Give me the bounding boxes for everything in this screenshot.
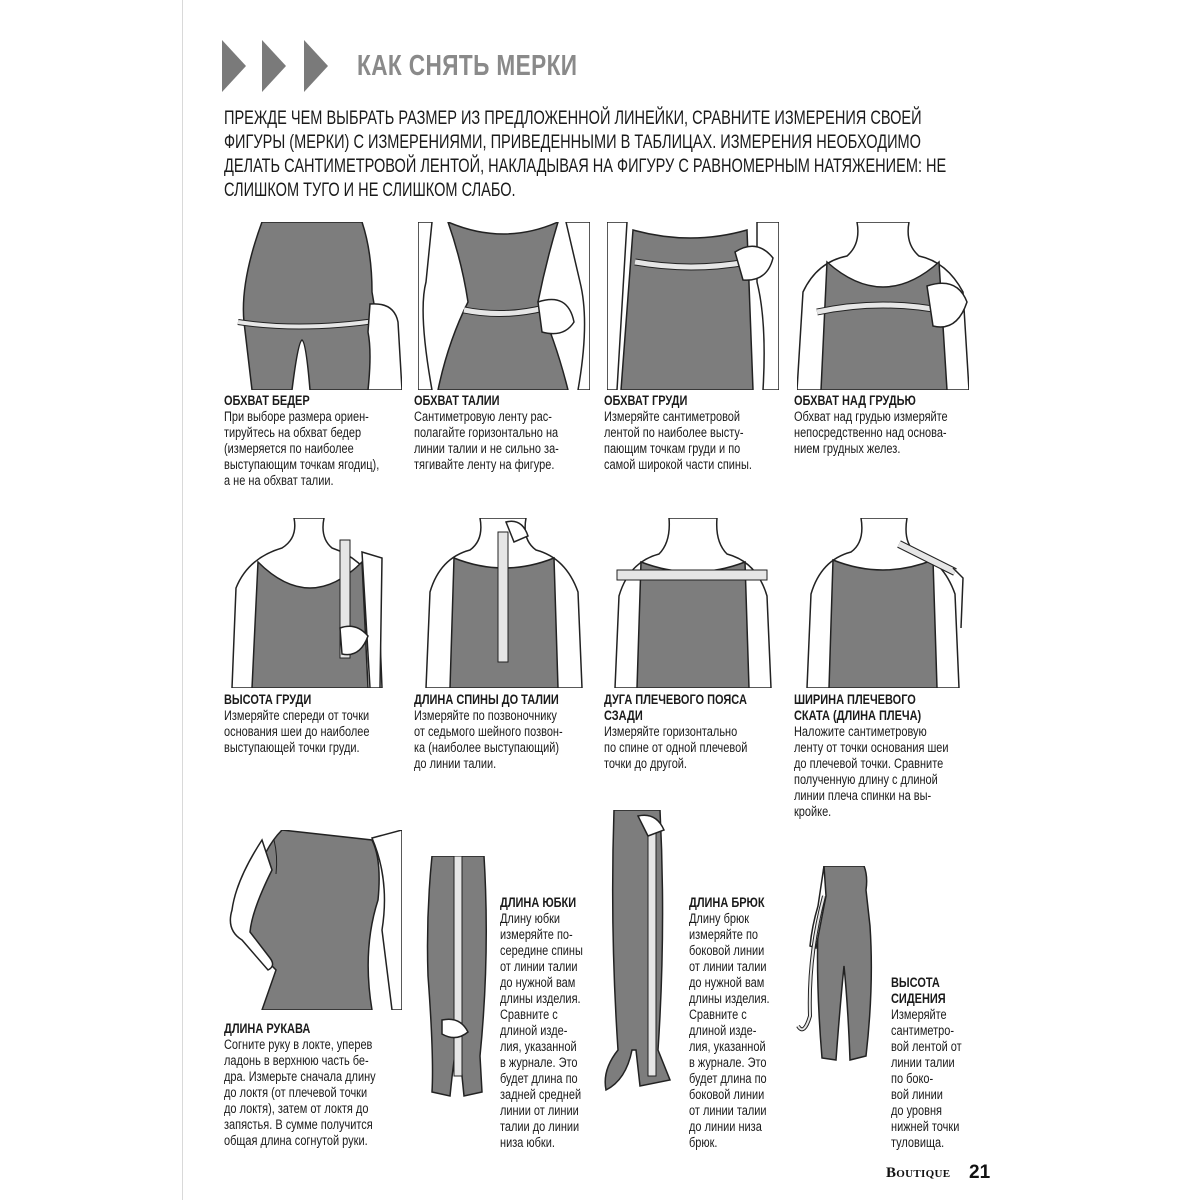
caption-text: При выборе размера ориен- тируйтесь на обхват бедер (измеряется по наиболее выступающим точкам ягодиц), а не на обхват талии. bbox=[224, 409, 380, 488]
caption-chest bbox=[604, 393, 752, 473]
caption-shoulder-arc bbox=[604, 692, 747, 772]
figure-back-length bbox=[418, 518, 590, 688]
caption-sleeve bbox=[224, 1021, 376, 1149]
caption-text: Наложите сантиметровую ленту от точки основания шеи до плечевой точки. Сравните полученную длину с длиной линии плеча спинки на вы- кройке. bbox=[794, 724, 949, 819]
caption-text: Согните руку в локте, уперев ладонь в верхнюю часть бе- дра. Измерьте сначала длину до локтя (от плечевой точки до локтя), затем от локтя до запястья. В сумме получится общая длина согнутой руки. bbox=[224, 1037, 376, 1148]
caption-bust-height bbox=[224, 692, 370, 756]
figure-seat bbox=[794, 866, 884, 1066]
caption-skirt bbox=[500, 895, 583, 1151]
caption-text: Измеряйте сантиметровой лентой по наиболее высту- пающим точкам груди и по самой широкой части спины. bbox=[604, 409, 752, 472]
caption-title: ДУГА ПЛЕЧЕВОГО ПОЯСА СЗАДИ bbox=[604, 692, 747, 723]
caption-title: ДЛИНА СПИНЫ ДО ТАЛИИ bbox=[414, 692, 559, 707]
figure-skirt bbox=[420, 856, 496, 1100]
page-number: 21 bbox=[969, 1162, 991, 1183]
caption-trousers bbox=[689, 895, 770, 1151]
caption-title: ДЛИНА БРЮК bbox=[689, 895, 765, 910]
caption-text: Измеряйте сантиметро- вой лентой от линии талии по боко- вой линии до уровня нижней точки туловища. bbox=[891, 1007, 962, 1150]
caption-title: ВЫСОТА СИДЕНИЯ bbox=[891, 975, 946, 1006]
section-arrows-icon bbox=[222, 40, 340, 92]
caption-above-bust bbox=[794, 393, 948, 457]
caption-text: Измеряйте спереди от точки основания шеи до наиболее выступающей точки груди. bbox=[224, 708, 370, 755]
caption-text: Сантиметровую ленту рас- полагайте горизонтально на линии талии и не сильно за- тягивайте ленту на фигуре. bbox=[414, 409, 559, 472]
figure-sleeve bbox=[222, 830, 402, 1010]
brand-logo: Boutique bbox=[886, 1165, 951, 1181]
figure-above-bust bbox=[797, 222, 969, 390]
caption-text: Измеряйте горизонтально по спине от одной плечевой точки до другой. bbox=[604, 724, 748, 771]
caption-text: Длину юбки измеряйте по- середине спины от линии талии до нужной вам длины изделия. Сравните с длиной изде- лия, указанной в журнале. Это будет длина по задней средней линии от линии талии до линии низа юбки. bbox=[500, 911, 583, 1150]
caption-title: ОБХВАТ НАД ГРУДЬЮ bbox=[794, 393, 916, 408]
caption-shoulder-width bbox=[794, 692, 949, 820]
figure-trousers bbox=[600, 810, 678, 1100]
caption-title: ОБХВАТ БЕДЕР bbox=[224, 393, 310, 408]
figure-waist bbox=[418, 222, 590, 390]
page-margin-line bbox=[182, 0, 183, 1200]
figure-hips bbox=[222, 222, 402, 390]
page-title: КАК СНЯТЬ МЕРКИ bbox=[357, 50, 578, 82]
intro-paragraph: ПРЕЖДЕ ЧЕМ ВЫБРАТЬ РАЗМЕР ИЗ ПРЕДЛОЖЕННОЙ ЛИНЕЙКИ, СРАВНИТЕ ИЗМЕРЕНИЯ СВОЕЙ ФИГУРЫ (МЕРКИ) С ИЗМЕРЕНИЯМИ, ПРИВЕДЕННЫМИ В ТАБЛИЦАХ. ИЗМЕРЕНИЯ НЕОБХОДИМО ДЕЛАТЬ САНТИМЕТРОВОЙ ЛЕНТОЙ, НАКЛАДЫВАЯ НА ФИГУРУ С РАВНОМЕРНЫМ НАТЯЖЕНИЕМ: НЕ СЛИШКОМ ТУГО И НЕ СЛИШКОМ СЛАБО. bbox=[224, 107, 947, 201]
caption-waist bbox=[414, 393, 559, 473]
caption-text: Измеряйте по позвоночнику от седьмого шейного позвон- ка (наиболее выступающий) до линии талии. bbox=[414, 708, 563, 771]
caption-title: ВЫСОТА ГРУДИ bbox=[224, 692, 312, 707]
caption-title: ОБХВАТ ТАЛИИ bbox=[414, 393, 500, 408]
figure-shoulder-width bbox=[797, 518, 969, 688]
caption-back-length bbox=[414, 692, 563, 772]
caption-title: ШИРИНА ПЛЕЧЕВОГО СКАТА (ДЛИНА ПЛЕЧА) bbox=[794, 692, 922, 723]
caption-title: ДЛИНА ЮБКИ bbox=[500, 895, 577, 910]
caption-seat bbox=[891, 975, 962, 1151]
figure-shoulder-arc bbox=[607, 518, 779, 688]
caption-hips bbox=[224, 393, 379, 489]
caption-title: ДЛИНА РУКАВА bbox=[224, 1021, 311, 1036]
figure-chest bbox=[607, 222, 779, 390]
caption-text: Обхват над грудью измеряйте непосредственно над основа- нием грудных желез. bbox=[794, 409, 948, 456]
caption-text: Длину брюк измеряйте по боковой линии от линии талии до нужной вам длины изделия. Сравните с длиной изде- лия, указанной в журнале. Это будет длина по боковой линии от линии талии до линии низа брюк. bbox=[689, 911, 770, 1150]
figure-bust-height bbox=[222, 518, 402, 688]
caption-title: ОБХВАТ ГРУДИ bbox=[604, 393, 688, 408]
